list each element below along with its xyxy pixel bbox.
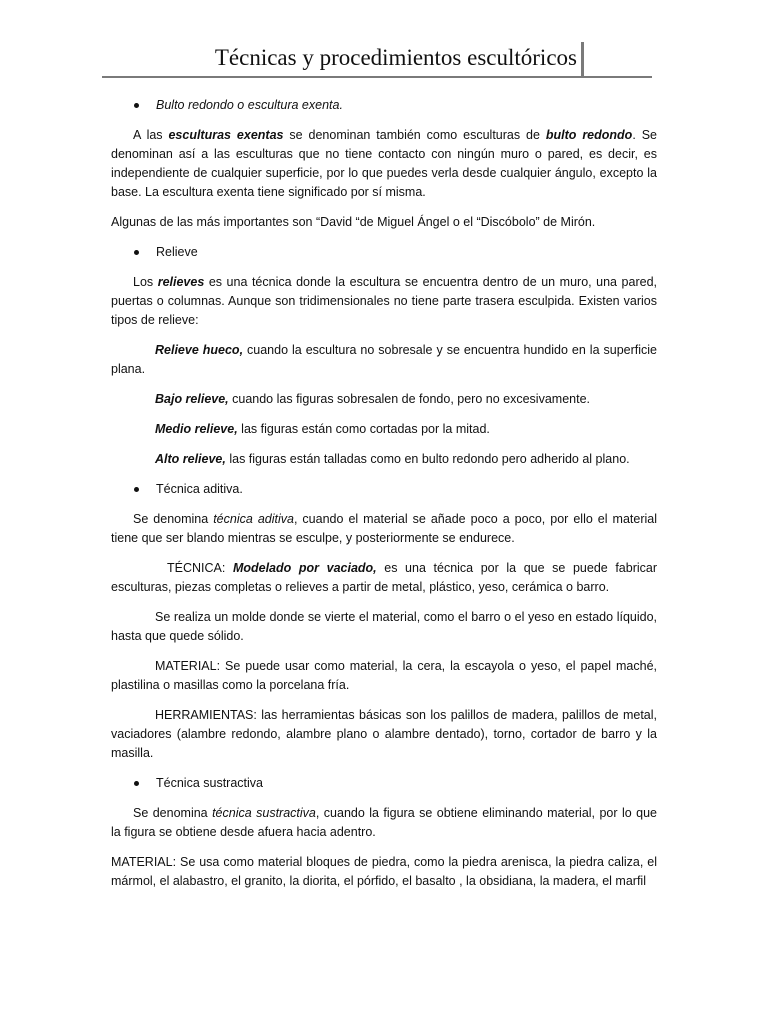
text-run: Se realiza un molde donde se vierte el material, como el barro o el yeso en estado líquido, hasta que quede sólido.: [111, 610, 657, 643]
bullet-label: Bulto redondo o escultura exenta.: [156, 98, 343, 112]
text-run: Relieve hueco,: [155, 343, 244, 357]
text-run: se denominan también como esculturas de: [283, 128, 546, 142]
paragraph: [111, 853, 657, 891]
text-run: es una técnica donde la escultura se encuentra dentro de un muro, una pared, puertas o columnas. Aunque son tridimensionales no tiene parte trasera esculpida. Existen varios tipos de relieve:: [111, 275, 657, 327]
bullet-icon: [134, 781, 139, 786]
paragraph: [111, 341, 657, 379]
text-run: Se denomina: [133, 806, 213, 820]
text-run: MATERIAL: Se puede usar como material, la cera, la escayola o yeso, el papel maché, plastilina o masillas como la porcelana fría.: [111, 659, 657, 692]
paragraph: [111, 804, 657, 842]
text-run: Los: [133, 275, 158, 289]
paragraph: [111, 126, 657, 202]
text-run: MATERIAL: Se usa como material bloques de piedra, como la piedra arenisca, la piedra caliza, el mármol, el alabastro, el granito, la diorita, el pórfido, el basalto , la obsidiana, la madera, el marfil: [111, 855, 657, 888]
header-horizontal-rule: [102, 76, 652, 78]
bullet-icon: [134, 250, 139, 255]
text-run: cuando las figuras sobresalen de fondo, pero no excesivamente.: [228, 392, 590, 406]
text-run: técnica sustractiva: [212, 806, 316, 820]
text-run: ,: [234, 422, 238, 436]
paragraph: [111, 608, 657, 646]
bullet-item: [111, 480, 657, 499]
paragraph: [111, 420, 657, 439]
bullet-label: Técnica aditiva.: [156, 482, 243, 496]
text-run: las figuras están talladas como en bulto redondo pero adherido al plano.: [225, 452, 630, 466]
paragraph: [111, 657, 657, 695]
text-run: Algunas de las más importantes son “David “de Miguel Ángel o el “Discóbolo” de Mirón.: [111, 215, 596, 229]
paragraph: [111, 390, 657, 409]
text-run: cuando la escultura no sobresale y se encuentra hundido en la superficie plana.: [111, 343, 657, 376]
bullet-item: [111, 774, 657, 793]
text-run: HERRAMIENTAS: las herramientas básicas son los palillos de madera, palillos de metal, vaciadores (alambre redondo, alambre plano o alambre dentado), torno, cortador de barro y la masilla.: [111, 708, 657, 760]
text-run: esculturas exentas: [168, 128, 284, 142]
text-run: TÉCNICA:: [167, 561, 233, 575]
bullet-icon: [134, 487, 139, 492]
text-run: . Se denominan así a las esculturas que no tiene contacto con ningún muro o pared, es decir, es independiente de cualquier superficie, por lo que puedes verla desde cualquier ángulo, excepto la base. La escultura exenta tiene significado por sí misma.: [111, 128, 657, 199]
text-run: , cuando la figura se obtiene eliminando material, por lo que la figura se obtiene desde afuera hacia adentro.: [111, 806, 657, 839]
text-run: , cuando el material se añade poco a poco, por ello el material tiene que ser blando mientras se esculpe, y posteriormente se endurece.: [111, 512, 657, 545]
paragraph: [111, 450, 657, 469]
paragraph: [111, 706, 657, 763]
paragraph: [111, 213, 657, 232]
page-header: [102, 40, 652, 80]
text-run: las figuras están como cortadas por la mitad.: [237, 422, 490, 436]
text-run: Bajo relieve,: [155, 392, 229, 406]
paragraph: [111, 273, 657, 330]
document-body: [111, 96, 657, 902]
header-vertical-rule: [581, 42, 584, 76]
bullet-item: [111, 96, 657, 115]
text-run: Modelado por vaciado,: [232, 561, 377, 575]
bullet-icon: [134, 103, 139, 108]
text-run: técnica aditiva: [213, 512, 294, 526]
bullet-item: [111, 243, 657, 262]
paragraph: [111, 559, 657, 597]
text-run: Medio relieve: [155, 422, 235, 436]
text-run: ,: [222, 452, 226, 466]
text-run: A las: [133, 128, 169, 142]
paragraph: [111, 510, 657, 548]
text-run: relieves: [157, 275, 205, 289]
page-title: Técnicas y procedimientos escultóricos: [214, 45, 577, 70]
text-run: Alto relieve: [155, 452, 223, 466]
text-run: bulto redondo: [545, 128, 633, 142]
text-run: es una técnica por la que se puede fabricar esculturas, piezas completas o relieves a partir de metal, plástico, yeso, cerámica o barro.: [111, 561, 658, 594]
bullet-label: Relieve: [156, 245, 198, 259]
bullet-label: Técnica sustractiva: [156, 776, 263, 790]
text-run: Se denomina: [133, 512, 214, 526]
